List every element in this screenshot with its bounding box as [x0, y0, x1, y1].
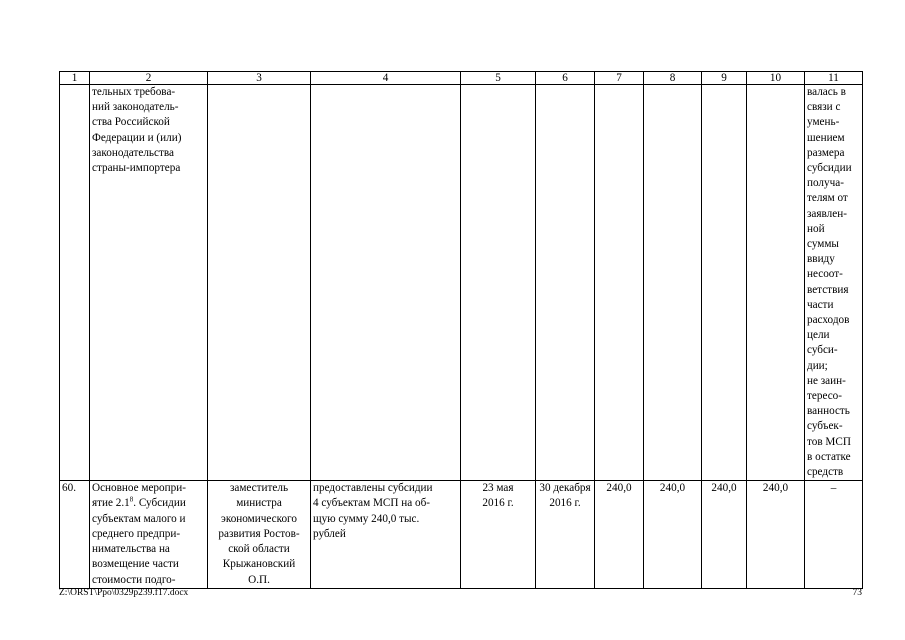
header-cell-7: 7	[595, 72, 644, 85]
header-cell-10: 10	[747, 72, 805, 85]
cont-cell-4	[311, 85, 461, 481]
table-row	[60, 481, 863, 588]
cont-cell-10	[747, 85, 805, 481]
cont-cell-3	[208, 85, 311, 481]
table-row	[60, 85, 863, 481]
cont-cell-7	[595, 85, 644, 481]
cont-cell-2: тельных требова- ний законодатель- ства Российской Федерации и (или) законодательства страны-импортера	[90, 85, 208, 481]
cont-cell-8	[644, 85, 702, 481]
header-cell-11: 11	[805, 72, 863, 85]
document-sheet	[59, 71, 862, 586]
header-cell-1: 1	[60, 72, 90, 85]
value-cell-8: 240,0	[644, 481, 702, 588]
header-cell-3: 3	[208, 72, 311, 85]
value-cell-7: 240,0	[595, 481, 644, 588]
event-cell	[90, 481, 208, 588]
result-cell: предоставлены субсидии 4 субъектам МСП на об- щую сумму 240,0 тыс. рублей	[311, 481, 461, 588]
header-cell-4: 4	[311, 72, 461, 85]
value-cell-10: 240,0	[747, 481, 805, 588]
end-date-cell: 30 декабря 2016 г.	[536, 481, 595, 588]
cont-cell-9	[702, 85, 747, 481]
cont-cell-11: валась в связи с умень- шением размера субсидии получа- телям от заявлен- ной суммы ввиду несоот- ветствия части расходов цели субси- дии; не заин- тересо- ванность субъек- тов МСП в остатке средств	[805, 85, 863, 481]
value-cell-9: 240,0	[702, 481, 747, 588]
row-number: 60.	[60, 481, 90, 588]
cont-cell-5	[461, 85, 536, 481]
header-cell-8: 8	[644, 72, 702, 85]
header-cell-5: 5	[461, 72, 536, 85]
cont-cell-1	[60, 85, 90, 481]
responsible-cell: заместитель министра экономического развития Ростов- ской области Крыжановский О.П.	[208, 481, 311, 588]
cont-cell-6	[536, 85, 595, 481]
event-text-a: Основное меропри- ятие 2.1	[92, 482, 186, 510]
event-text-b: . Субсидии субъектам малого и среднего предпри- нимательства на возмещение части стоимости подго-	[92, 497, 186, 586]
note-cell: –	[805, 481, 863, 588]
header-cell-2: 2	[90, 72, 208, 85]
header-cell-6: 6	[536, 72, 595, 85]
header-cell-9: 9	[702, 72, 747, 85]
header-row	[60, 72, 863, 85]
report-table	[59, 71, 863, 589]
footnote-mark: 8	[129, 495, 134, 504]
file-path: Z:\ORST\Ppo\0329p239.f17.docx	[59, 588, 189, 598]
page-number: 73	[852, 588, 862, 598]
start-date-cell: 23 мая 2016 г.	[461, 481, 536, 588]
